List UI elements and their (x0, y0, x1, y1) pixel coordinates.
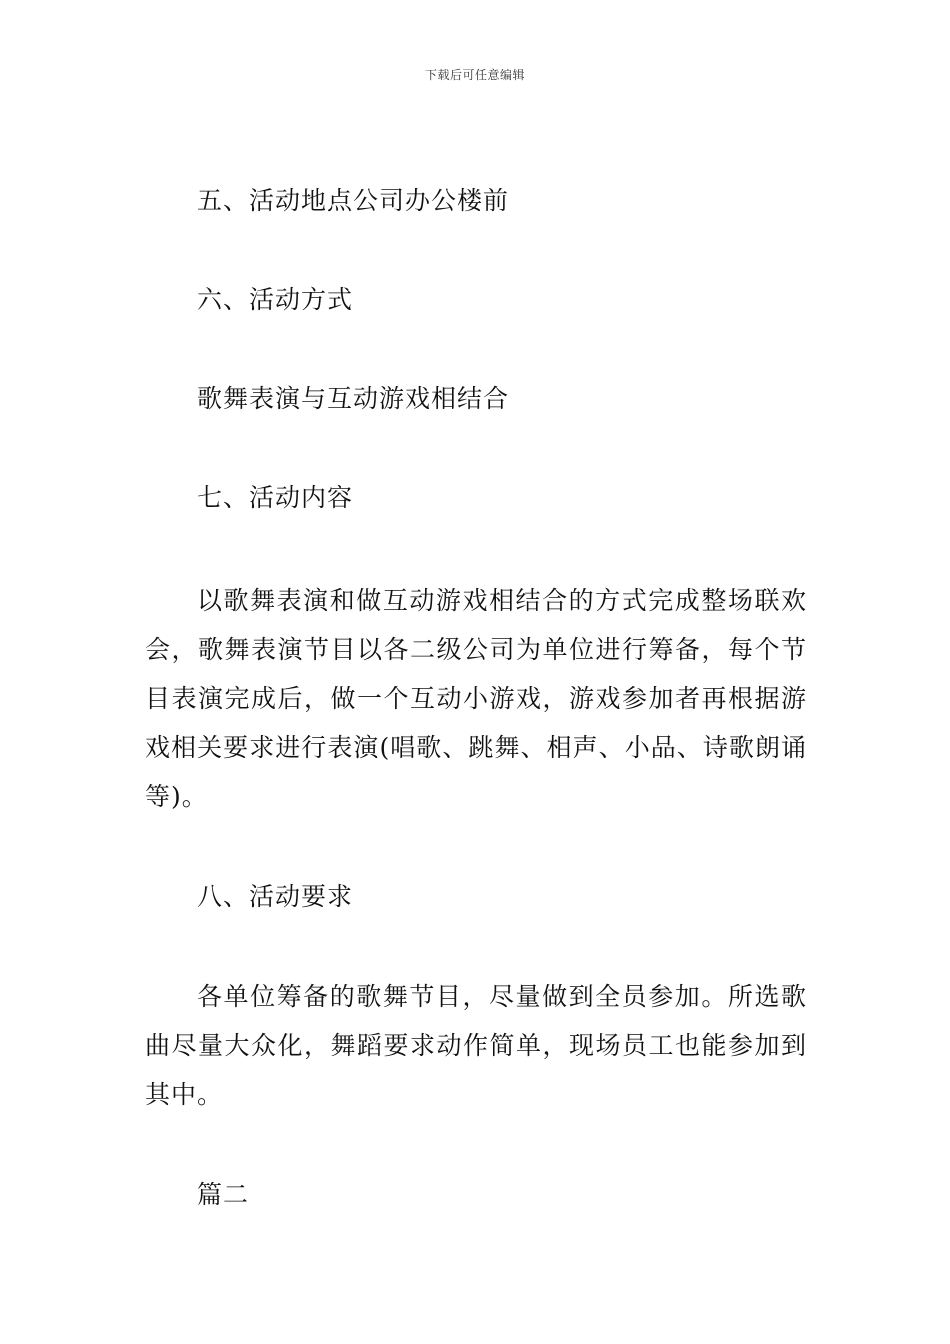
section-six-heading: 六、活动方式 (197, 285, 354, 314)
section-seven-heading: 七、活动内容 (197, 483, 354, 512)
part-two-heading: 篇二 (197, 1180, 250, 1209)
header-note: 下载后可任意编辑 (424, 68, 525, 82)
section-five-location: 五、活动地点公司办公楼前 (197, 186, 510, 215)
section-seven-text: 以歌舞表演和做互动游戏相结合的方式完成整场联欢会，歌舞表演节目以各二级公司为单位进行筹备，每个节目表演完成后，做一个互动小游戏，游戏参加者再根据游戏相关要求进行表演(唱歌、跳舞、相声、小品、诗歌朗诵等)。 (145, 586, 807, 811)
section-eight-text: 各单位筹备的歌舞节目，尽量做到全员参加。所选歌曲尽量大众化，舞蹈要求动作简单，现场员工也能参加到其中。 (145, 982, 807, 1109)
section-six-text: 歌舞表演与互动游戏相结合 (197, 384, 510, 413)
section-eight-heading: 八、活动要求 (197, 882, 354, 911)
